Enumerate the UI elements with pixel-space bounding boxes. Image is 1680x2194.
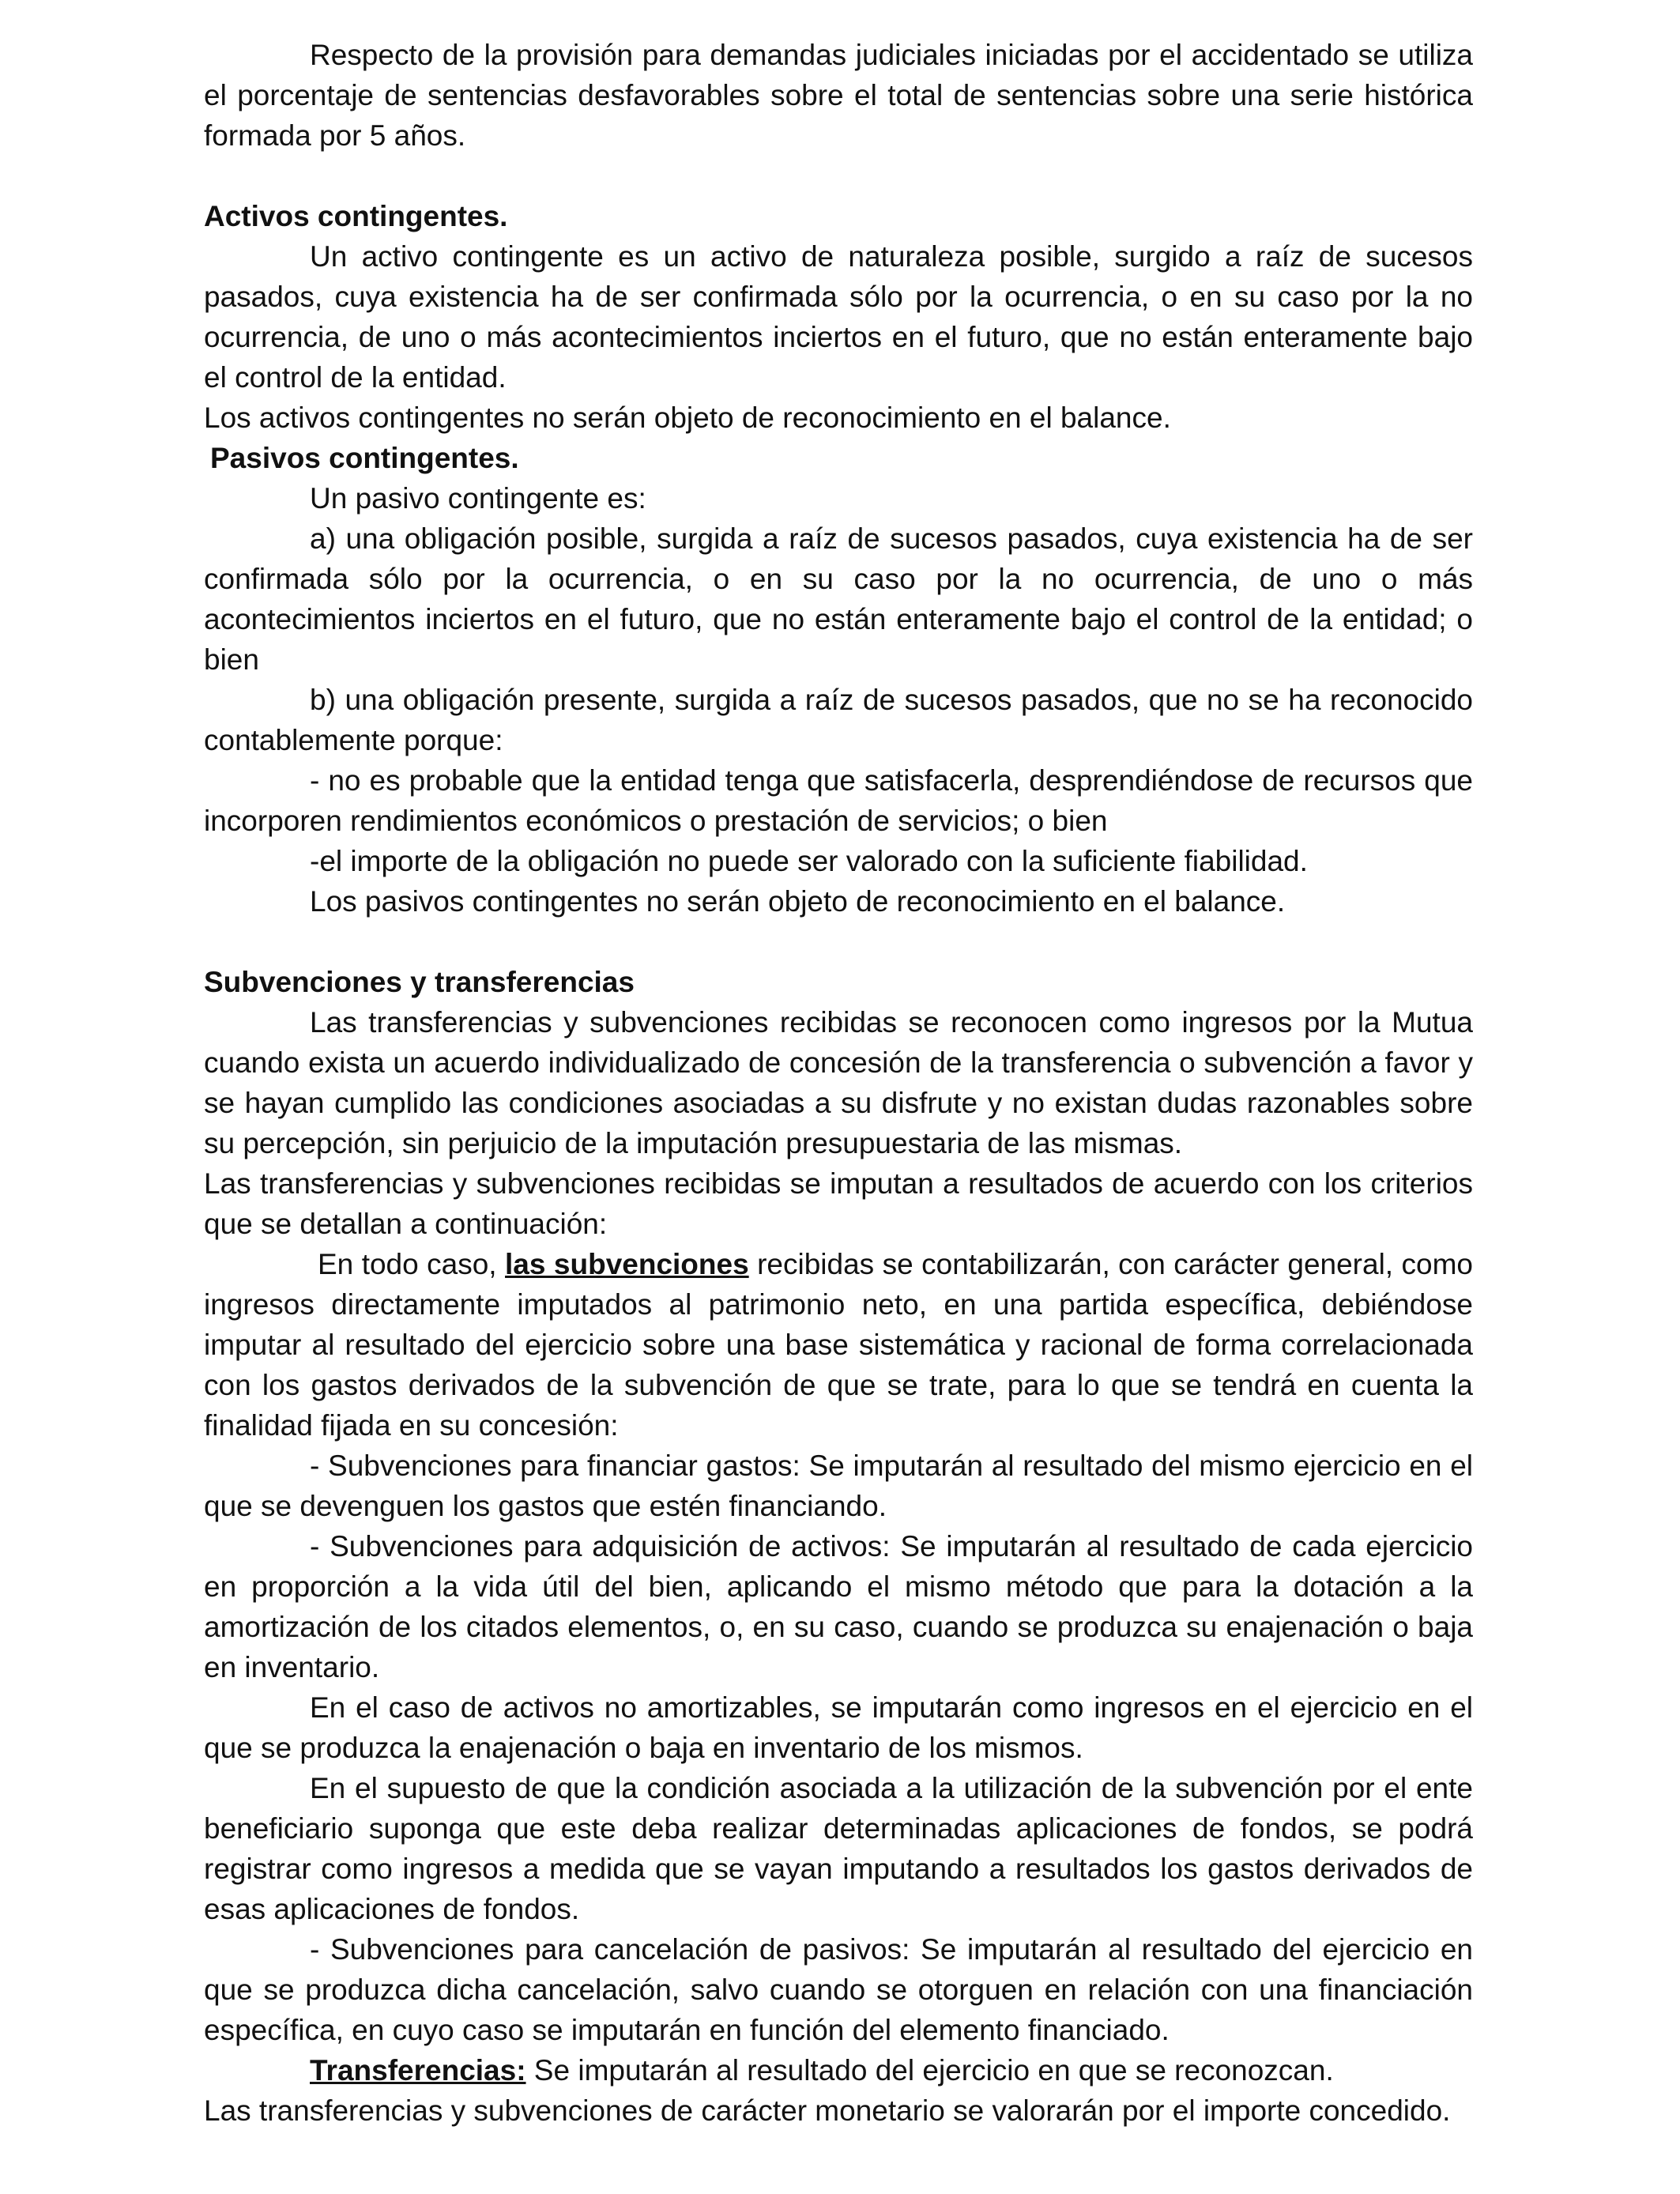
subvenciones-paragraph-criterios: Las transferencias y subvenciones recibidas se imputan a resultados de acuerdo con los criterios que se detallan a continuación: xyxy=(204,1167,1473,1240)
subvenciones-item-activos: - Subvenciones para adquisición de activos: Se imputarán al resultado de cada ejercicio en proporción a la vida útil del bien, aplicando el mismo método que para la dotación a la amortización de los citados elementos, o, en su caso, cuando se produzca su enajenación o baja en inventario. xyxy=(204,1530,1473,1683)
subvenciones-paragraph-no-amortizables: En el caso de activos no amortizables, se imputarán como ingresos en el ejercicio en el que se produzca la enajenación o baja en inventario de los mismos. xyxy=(204,1691,1473,1764)
pasivos-subitem-importe: -el importe de la obligación no puede ser valorado con la suficiente fiabilidad. xyxy=(310,845,1308,877)
subvenciones-item-gastos: - Subvenciones para financiar gastos: Se imputarán al resultado del mismo ejercicio en el que se devenguen los gastos que estén financiando. xyxy=(204,1449,1473,1522)
pasivos-item-b: b) una obligación presente, surgida a raíz de sucesos pasados, que no se ha reconocido contablemente porque: xyxy=(204,684,1473,756)
subvenciones-paragraph-reconocimiento: Las transferencias y subvenciones recibidas se reconocen como ingresos por la Mutua cuando exista un acuerdo individualizado de concesión de la transferencia o subvención a favor y se hayan cumplido las condiciones asociadas a su disfrute y no existan dudas razonables sobre su percepción, sin perjuicio de la imputación presupuestaria de las mismas. xyxy=(204,1006,1473,1159)
spacer xyxy=(204,922,1473,962)
pasivos-paragraph-balance: Los pasivos contingentes no serán objeto de reconocimiento en el balance. xyxy=(310,885,1286,918)
paragraph-text: Se imputarán al resultado del ejercicio en que se reconozcan. xyxy=(525,2054,1334,2087)
spacer xyxy=(204,156,1473,196)
activos-paragraph-definition: Un activo contingente es un activo de naturaleza posible, surgido a raíz de sucesos pasados, cuya existencia ha de ser confirmada sólo por la ocurrencia, o en su caso por la no ocurrencia, de uno o más acontecimientos inciertos en el futuro, que no están enteramente bajo el control de la entidad. xyxy=(204,240,1473,394)
heading-pasivos-contingentes: Pasivos contingentes. xyxy=(210,442,519,474)
emphasized-term-las-subvenciones: las subvenciones xyxy=(505,1248,749,1280)
subvenciones-paragraph-monetario: Las transferencias y subvenciones de carácter monetario se valorarán por el importe concedido. xyxy=(204,2094,1451,2127)
pasivos-subitem-probable: - no es probable que la entidad tenga que satisfacerla, desprendiéndose de recursos que incorporen rendimientos económicos o prestación de servicios; o bien xyxy=(204,764,1473,837)
transferencias-paragraph xyxy=(204,2050,1473,2090)
emphasized-term-transferencias: Transferencias: xyxy=(310,2054,526,2087)
subvenciones-item-pasivos: - Subvenciones para cancelación de pasivos: Se imputarán al resultado del ejercicio en que se produzca dicha cancelación, salvo cuando se otorguen en relación con una financiación específica, en cuyo caso se imputarán en función del elemento financiado. xyxy=(204,1933,1473,2046)
subvenciones-paragraph-supuesto: En el supuesto de que la condición asociada a la utilización de la subvención por el ente beneficiario suponga que este deba realizar determinadas aplicaciones de fondos, se podrá registrar como ingresos a medida que se vayan imputando a resultados los gastos derivados de esas aplicaciones de fondos. xyxy=(204,1772,1473,1925)
paragraph-text: recibidas se contabilizarán, con carácter general, como ingresos directamente imputados al patrimonio neto, en una partida específica, debiéndose imputar al resultado del ejercicio sobre una base sistemática y racional de forma correlacionada con los gastos derivados de la subvención de que se trate, para lo que se tendrá en cuenta la finalidad fijada en su concesión: xyxy=(204,1248,1473,1442)
intro-paragraph: Respecto de la provisión para demandas judiciales iniciadas por el accidentado se utiliza el porcentaje de sentencias desfavorables sobre el total de sentencias sobre una serie histórica formada por 5 años. xyxy=(204,39,1473,152)
paragraph-text: En todo caso, xyxy=(318,1248,506,1280)
pasivos-paragraph-intro: Un pasivo contingente es: xyxy=(310,482,646,515)
heading-subvenciones-transferencias: Subvenciones y transferencias xyxy=(204,966,635,998)
subvenciones-paragraph-en-todo-caso xyxy=(204,1244,1473,1446)
heading-activos-contingentes: Activos contingentes. xyxy=(204,200,508,232)
pasivos-item-a: a) una obligación posible, surgida a raíz de sucesos pasados, cuya existencia ha de ser confirmada sólo por la ocurrencia, o en su caso por la no ocurrencia, de uno o más acontecimientos inciertos en el futuro, que no están enteramente bajo el control de la entidad; o bien xyxy=(204,522,1473,676)
activos-paragraph-balance: Los activos contingentes no serán objeto de reconocimiento en el balance. xyxy=(204,401,1171,434)
